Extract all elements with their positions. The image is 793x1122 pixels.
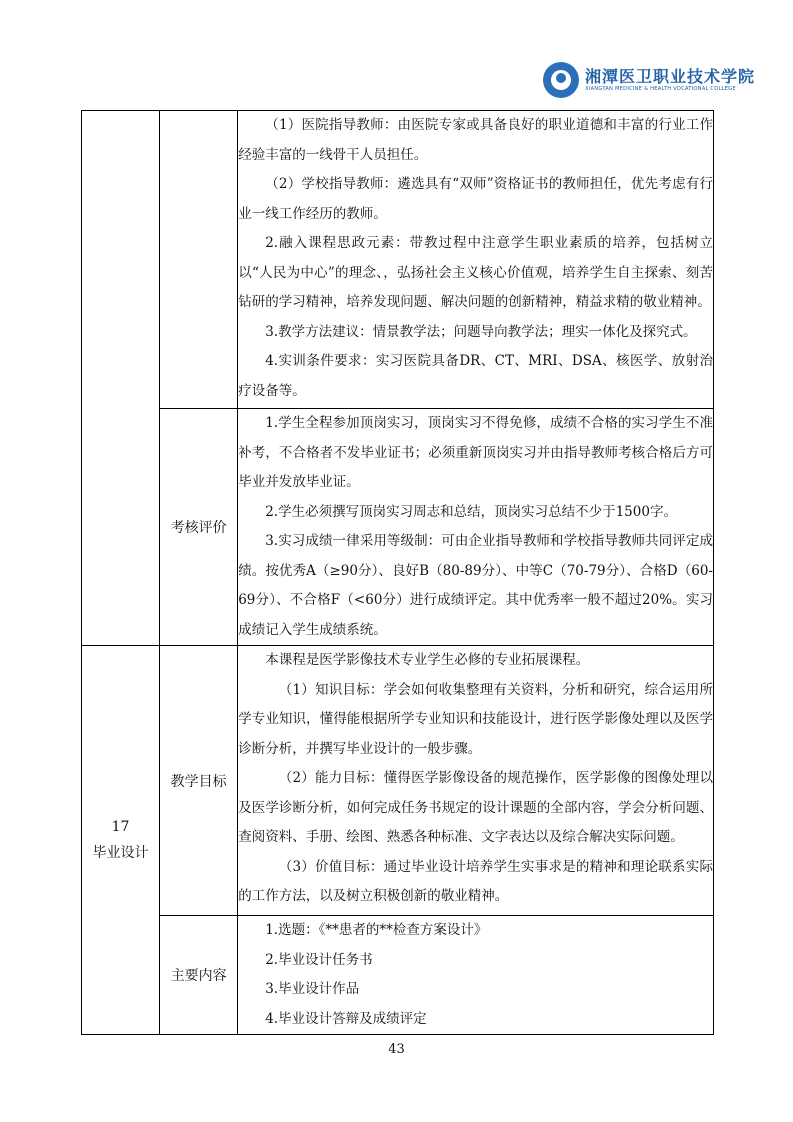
main-content-label: 主要内容: [160, 916, 238, 1035]
table-row: [82, 646, 714, 916]
table-row: [82, 916, 714, 1035]
prev-course-cell: [82, 111, 160, 646]
table-row: [82, 111, 714, 409]
list-item: 3.毕业设计作品: [265, 981, 360, 997]
paragraph: 2.融入课程思政元素：带教过程中注意学生职业素质的培养，包括树立以“人民为中心”的理念、，弘扬社会主义核心价值观，培养学生自主探索、刻苦钻研的学习精神，培养发现问题、解决问题的创新精神，精益求精的敬业精神。: [238, 235, 713, 310]
paragraph: 2.学生必须撰写顶岗实习周志和总结，顶岗实习总结不少于1500字。: [265, 503, 677, 520]
paragraph: 3.教学方法建议：情景教学法；问题导向教学法；理实一体化及探究式。: [265, 323, 697, 340]
course-cell: [82, 646, 160, 1035]
main-content-list: [238, 916, 714, 1035]
course-number: 17: [111, 819, 130, 835]
objectives-label: 教学目标: [160, 646, 238, 916]
paragraph: （2）能力目标：懂得医学影像设备的规范操作，医学影像的图像处理以及医学诊断分析，如何完成任务书规定的设计课题的全部内容，学会分析问题、查阅资料、手册、绘图、熟悉各种标准、文字表达以及综合解决实际问题。: [238, 770, 713, 845]
list-item: 1.选题：《**患者的**检查方案设计》: [265, 922, 488, 938]
paragraph: 4.实训条件要求：实习医院具备DR、CT、MRI、DSA、核医学、放射治疗设备等。: [238, 353, 713, 399]
page-number: 43: [388, 1042, 405, 1057]
course-table: [81, 110, 714, 1035]
list-item: 2.毕业设计任务书: [265, 951, 373, 968]
paragraph: （1）医院指导教师：由医院专家或具备良好的职业道德和丰富的行业工作经验丰富的一线骨干人员担任。: [238, 117, 713, 163]
course-name: 毕业设计: [92, 845, 149, 861]
objectives-content: [238, 646, 714, 916]
paragraph: （3）价值目标：通过毕业设计培养学生实事求是的精神和理论联系实际的工作方法，以及树立积极创新的敬业精神。: [238, 858, 713, 904]
college-name-en: XIANGTAN MEDICINE & HEALTH VOCATIONAL COLLEGE: [585, 86, 736, 92]
assessment-label: 考核评价: [160, 409, 238, 646]
assessment-content: [238, 409, 714, 646]
paragraph: （1）知识目标：学会如何收集整理有关资料，分析和研究，综合运用所学专业知识，懂得能根据所学专业知识和技能设计，进行医学影像处理以及医学诊断分析，并撰写毕业设计的一般步骤。: [238, 681, 713, 757]
prev-label-cell: [160, 111, 238, 409]
college-name-cn: 湘潭医卫职业技术学院: [585, 67, 756, 86]
paragraph: 本课程是医学影像技术专业学生必修的专业拓展课程。: [265, 652, 590, 668]
list-item: 4.毕业设计答辩及成绩评定: [265, 1010, 427, 1027]
paragraph: （2）学校指导教师：遴选具有“双师”资格证书的教师担任，优先考虑有行业一线工作经历的教师。: [238, 176, 713, 222]
college-logo: [543, 60, 756, 104]
guidance-content: [238, 111, 714, 409]
paragraph: 1.学生全程参加顶岗实习，顶岗实习不得免修，成绩不合格的实习学生不准补考，不合格者不发毕业证书；必须重新顶岗实习并由指导教师考核合格后方可毕业并发放毕业证。: [238, 415, 713, 490]
paragraph: 3.实习成绩一律采用等级制：可由企业指导教师和学校指导教师共同评定成绩。按优秀A（≥90分）、良好B（80-89分）、中等C（70-79分）、合格D（60-69分）、不合格F（<60分）进行成绩评定。其中优秀率一般不超过20%。实习成绩记入学生成绩系统。: [238, 533, 713, 638]
table-row: [82, 409, 714, 646]
